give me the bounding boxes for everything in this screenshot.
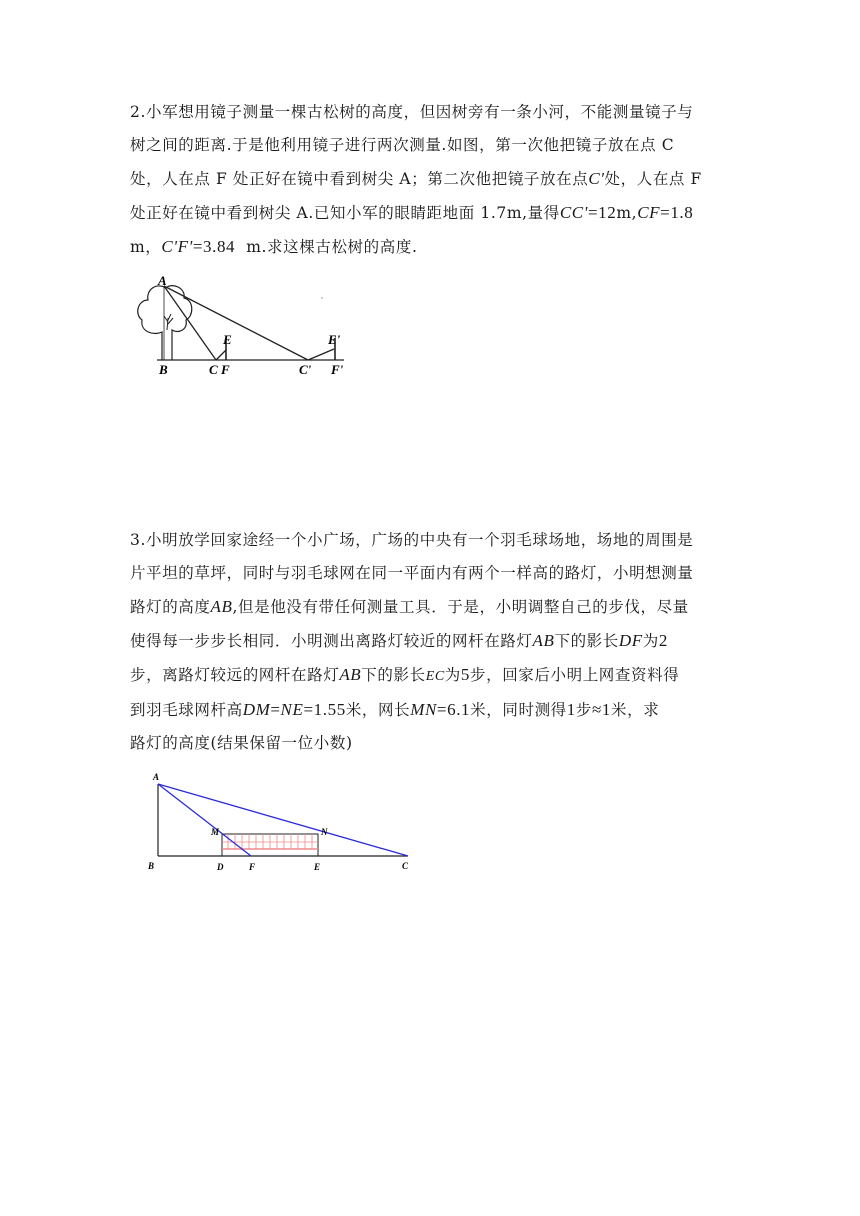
math-value: =1.55 [303, 700, 346, 719]
ray-a-to-c [158, 784, 408, 856]
tree-branches [164, 314, 173, 330]
label-f: F [249, 862, 256, 872]
ray-c-to-e [216, 350, 226, 360]
label-f-prime: F' [331, 362, 344, 377]
dot-mark [321, 297, 323, 299]
text-segment: 路灯的高度 [130, 598, 211, 616]
net-mesh [222, 834, 318, 849]
text-segment: 使得每一步步长相同．小明测出离路灯较近的网杆在路灯 [130, 632, 533, 650]
text-segment: 下的影长 [361, 666, 426, 684]
math-value: 2 [658, 631, 668, 650]
problem-2-line-4 [130, 196, 735, 230]
math-ec: EC [425, 669, 445, 684]
math-value: =6.1 [436, 700, 471, 719]
street-lamp-figure [143, 770, 418, 875]
text-segment: 米，网长 [345, 701, 411, 719]
text-segment: 为 [642, 632, 659, 650]
label-c-prime: C' [299, 362, 312, 377]
math-ne: NE [280, 700, 304, 719]
text-segment: m.求这棵古松树的高度. [246, 238, 418, 256]
problem-3-text [130, 524, 735, 760]
text-segment: ,但是他没有带任何测量工具．于是，小明调整自己的步伐，尽量 [232, 598, 689, 616]
math-value: = [270, 700, 281, 719]
label-c: C [209, 362, 218, 377]
label-d: D [217, 862, 224, 872]
problem-2-text [130, 96, 735, 264]
math-c-prime-f-prime: C'F' [161, 237, 193, 256]
math-cf: CF [637, 203, 661, 222]
math-df: DF [618, 631, 643, 650]
ray-c-prime-to-e-prime [308, 349, 334, 360]
math-value: =12 [587, 203, 617, 222]
label-a: A [158, 274, 167, 288]
math-mn: MN [410, 700, 437, 719]
math-ab: AB [210, 597, 233, 616]
text-segment: 处，人在点 F [604, 170, 702, 188]
math-value: 1 [566, 700, 576, 719]
math-value: 5 [460, 665, 470, 684]
math-value: =3.84 [192, 237, 236, 256]
label-m: M [211, 827, 220, 837]
ray-a-to-f [158, 784, 251, 856]
problem-2-line-1: 2.小军想用镜子测量一棵古松树的高度，但因树旁有一条小河，不能测量镜子与 [130, 103, 694, 121]
text-segment: 到羽毛球网杆高 [130, 701, 243, 719]
problem-2-line-5 [130, 230, 735, 264]
math-cc-prime: CC' [559, 203, 588, 222]
label-n: N [321, 827, 328, 837]
math-c-prime: C' [588, 169, 605, 188]
problem-3-line-7: 路灯的高度(结果保留一位小数) [130, 734, 353, 752]
label-b: B [159, 362, 168, 377]
problem-3-line-4 [130, 624, 735, 658]
problem-3-line-3 [130, 590, 735, 624]
problem-2-line-2: 树之间的距离.于是他利用镜子进行两次测量.如图，第一次他把镜子放在点 C [130, 136, 675, 154]
text-segment: 下的影长 [554, 632, 619, 650]
text-segment: 处，人在点 F 处正好在镜中看到树尖 A；第二次他把镜子放在点 [130, 170, 589, 188]
text-segment: m, [616, 204, 638, 222]
label-e: E [314, 862, 321, 872]
math-ab: AB [339, 665, 362, 684]
text-segment: 米，求 [611, 701, 660, 719]
math-ab: AB [532, 631, 555, 650]
problem-3-line-2: 片平坦的草坪，同时与羽毛球网在同一平面内有两个一样高的路灯，小明想测量 [130, 564, 694, 582]
tree-mirror-figure [132, 274, 357, 384]
label-b: B [148, 861, 155, 871]
ray-a-to-c-prime [164, 286, 308, 360]
label-e-prime: E' [328, 332, 341, 347]
text-segment: 米，同时测得 [470, 701, 567, 719]
math-value: ≈1 [592, 700, 612, 719]
label-a: A [153, 772, 160, 782]
problem-3-line-6 [130, 693, 735, 727]
text-segment: 步 [575, 701, 592, 719]
label-c: C [402, 861, 409, 871]
text-segment: 处正好在镜中看到树尖 A.已知小军的眼睛距地面 1.7m,量得 [130, 204, 560, 222]
problem-2-line-3 [130, 162, 735, 196]
label-e: E [223, 332, 232, 347]
label-f: F [221, 362, 230, 377]
text-segment: 为 [444, 666, 461, 684]
math-dm: DM [242, 700, 271, 719]
text-segment: m， [130, 238, 162, 256]
math-value: =1.8 [660, 203, 694, 222]
text-segment: 步，回家后小明上网查资料得 [470, 666, 680, 684]
problem-3-line-5 [130, 658, 735, 693]
problem-3-line-1: 3.小明放学回家途经一个小广场，广场的中央有一个羽毛球场地，场地的周围是 [130, 531, 694, 549]
text-segment: 步，离路灯较远的网杆在路灯 [130, 666, 340, 684]
